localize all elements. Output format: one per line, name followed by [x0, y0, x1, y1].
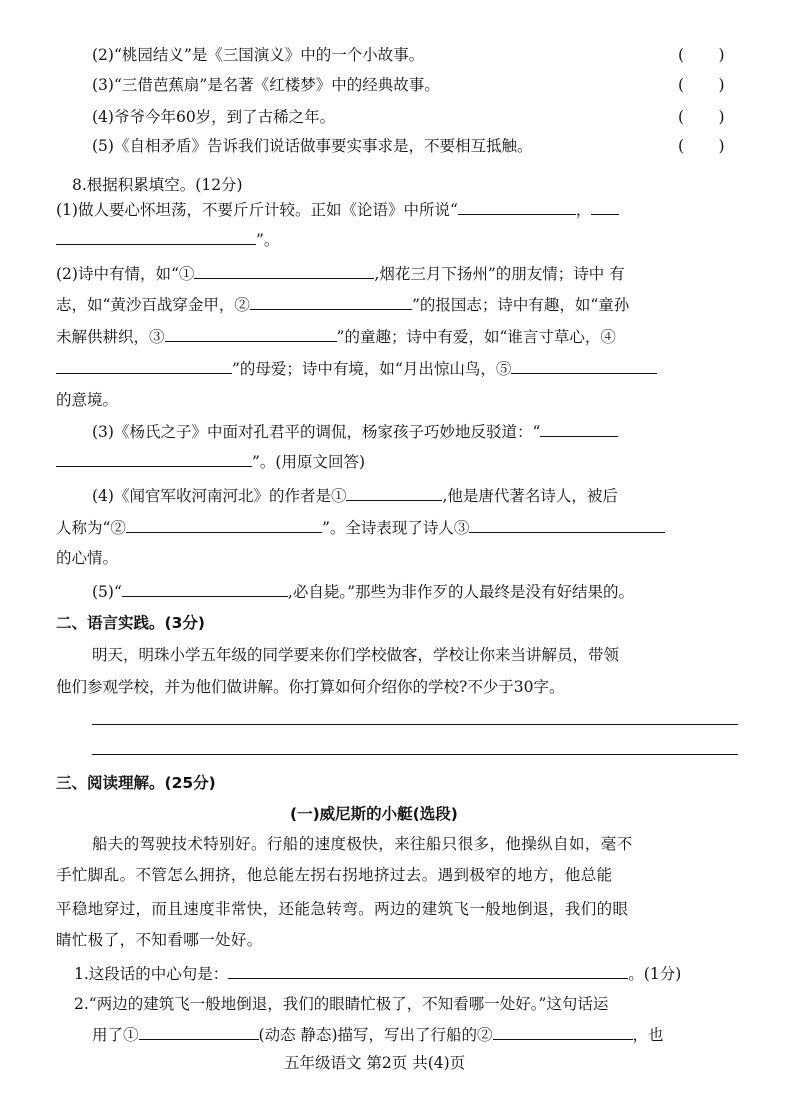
page-footer: 五年级语文 第2页 共(4)页	[284, 1054, 466, 1072]
q8-p5-blank-1[interactable]	[122, 581, 288, 597]
section2-prompt-line1: 明天，明珠小学五年级的同学要来你们学校做客，学校让你来当讲解员，带领	[92, 646, 620, 664]
judge-item-5: (5)《自相矛盾》告诉我们说话做事要实事求是，不要相互抵触。	[92, 137, 533, 155]
judge-answer-paren-4[interactable]: ( )	[678, 108, 725, 126]
q8-p4-blank-2[interactable]	[126, 517, 322, 533]
q8-p4-line2: 人称为“② ”。全诗表现了诗人③	[56, 517, 665, 539]
q8-p1-line1: (1)做人要心怀坦荡，不要斤斤计较。正如《论语》中所说“ ，	[56, 199, 619, 221]
q8-p2-blank-3[interactable]	[165, 326, 337, 342]
passage-line: 手忙脚乱。不管怎么拥挤，他总能左拐右拐地挤过去。遇到极窄的地方，他总能	[56, 866, 613, 884]
q8-p1-blank-2[interactable]	[56, 229, 256, 245]
q8-p2-line1: (2)诗中有情，如“① ,烟花三月下扬州”的朋友情；诗中 有	[56, 265, 625, 283]
q8-p1-blank-1[interactable]	[458, 199, 576, 215]
judge-item-2: (2)“桃园结义”是《三国演义》中的一个小故事。	[92, 46, 425, 64]
q8-p3-line1: (3)《杨氏之子》中面对孔君平的调侃，杨家孩子巧妙地反驳道：“	[92, 421, 618, 443]
reading-q1-blank[interactable]	[228, 963, 628, 979]
judge-answer-paren-3[interactable]: ( )	[678, 76, 725, 94]
q8-p1-blank-1b[interactable]	[591, 199, 619, 215]
passage-title: (一)威尼斯的小艇(选段)	[290, 805, 458, 823]
q8-p4-line1: (4)《闻官军收河南河北》的作者是① ,他是唐代著名诗人，被后	[92, 487, 618, 505]
q8-p2-blank-4[interactable]	[56, 358, 232, 374]
q8-p1-line2: ”。	[56, 229, 279, 251]
section3-title: 三、阅读理解。(25分)	[56, 774, 216, 792]
reading-q2-line2: 用了① (动态 静态)描写，写出了行船的② ，也	[92, 1026, 664, 1044]
q8-p2-line5: 的意境。	[56, 391, 119, 409]
answer-line-2[interactable]	[92, 754, 738, 755]
judge-answer-paren-5[interactable]: ( )	[678, 137, 725, 155]
q8-p3-blank-1[interactable]	[540, 421, 618, 437]
q8-p2-line4: ”的母爱；诗中有境，如“月出惊山鸟，⑤	[56, 358, 657, 380]
reading-q2-blank-2[interactable]	[493, 1024, 633, 1040]
q8-p2-blank-2[interactable]	[250, 294, 412, 310]
reading-q2-blank-1[interactable]	[139, 1024, 259, 1040]
passage-line: 平稳地穿过，而且速度非常快，还能急转弯。两边的建筑飞一般地倒退，我们的眼	[56, 900, 629, 918]
q8-p2-line3: 未解供耕织，③ ”的童趣；诗中有爱，如“谁言寸草心，④	[56, 328, 616, 346]
reading-q2-line1: 2.“两边的建筑飞一般地倒退，我们的眼睛忙极了，不知看哪一处好。”这句话运	[74, 995, 609, 1013]
q8-p5-line1: (5)“ ,必自毙。”那些为非作歹的人最终是没有好结果的。	[92, 583, 634, 601]
q8-title: 8.根据积累填空。(12分)	[72, 176, 243, 194]
q8-p4-line3: 的心情。	[56, 549, 119, 567]
q8-p2-blank-1[interactable]	[194, 263, 374, 279]
q8-p4-blank-3[interactable]	[469, 517, 665, 533]
passage-line: 船夫的驾驶技术特别好。行船的速度极快，来往船只很多，他操纵自如，毫不	[92, 835, 633, 853]
section2-title: 二、语言实践。(3分)	[56, 614, 205, 632]
q8-p3-blank-2[interactable]	[56, 451, 252, 467]
q8-p4-blank-1[interactable]	[346, 485, 442, 501]
passage-line: 睛忙极了，不知看哪一处好。	[56, 931, 263, 949]
q8-p2-line2: 志，如“黄沙百战穿金甲，② ”的报国志；诗中有趣，如“童孙	[56, 296, 630, 314]
judge-item-4: (4)爷爷今年60岁，到了古稀之年。	[92, 108, 336, 126]
judge-item-3: (3)“三借芭蕉扇”是名著《红楼梦》中的经典故事。	[92, 76, 440, 94]
answer-line-1[interactable]	[92, 724, 738, 725]
section2-prompt-line2: 他们参观学校，并为他们做讲解。你打算如何介绍你的学校?不少于30字。	[56, 678, 565, 696]
reading-q1: 1.这段话的中心句是： 。(1分)	[74, 965, 682, 983]
judge-answer-paren-2[interactable]: ( )	[678, 46, 725, 64]
q8-p3-line2: ”。(用原文回答)	[56, 451, 365, 473]
q8-p2-blank-5[interactable]	[511, 358, 657, 374]
